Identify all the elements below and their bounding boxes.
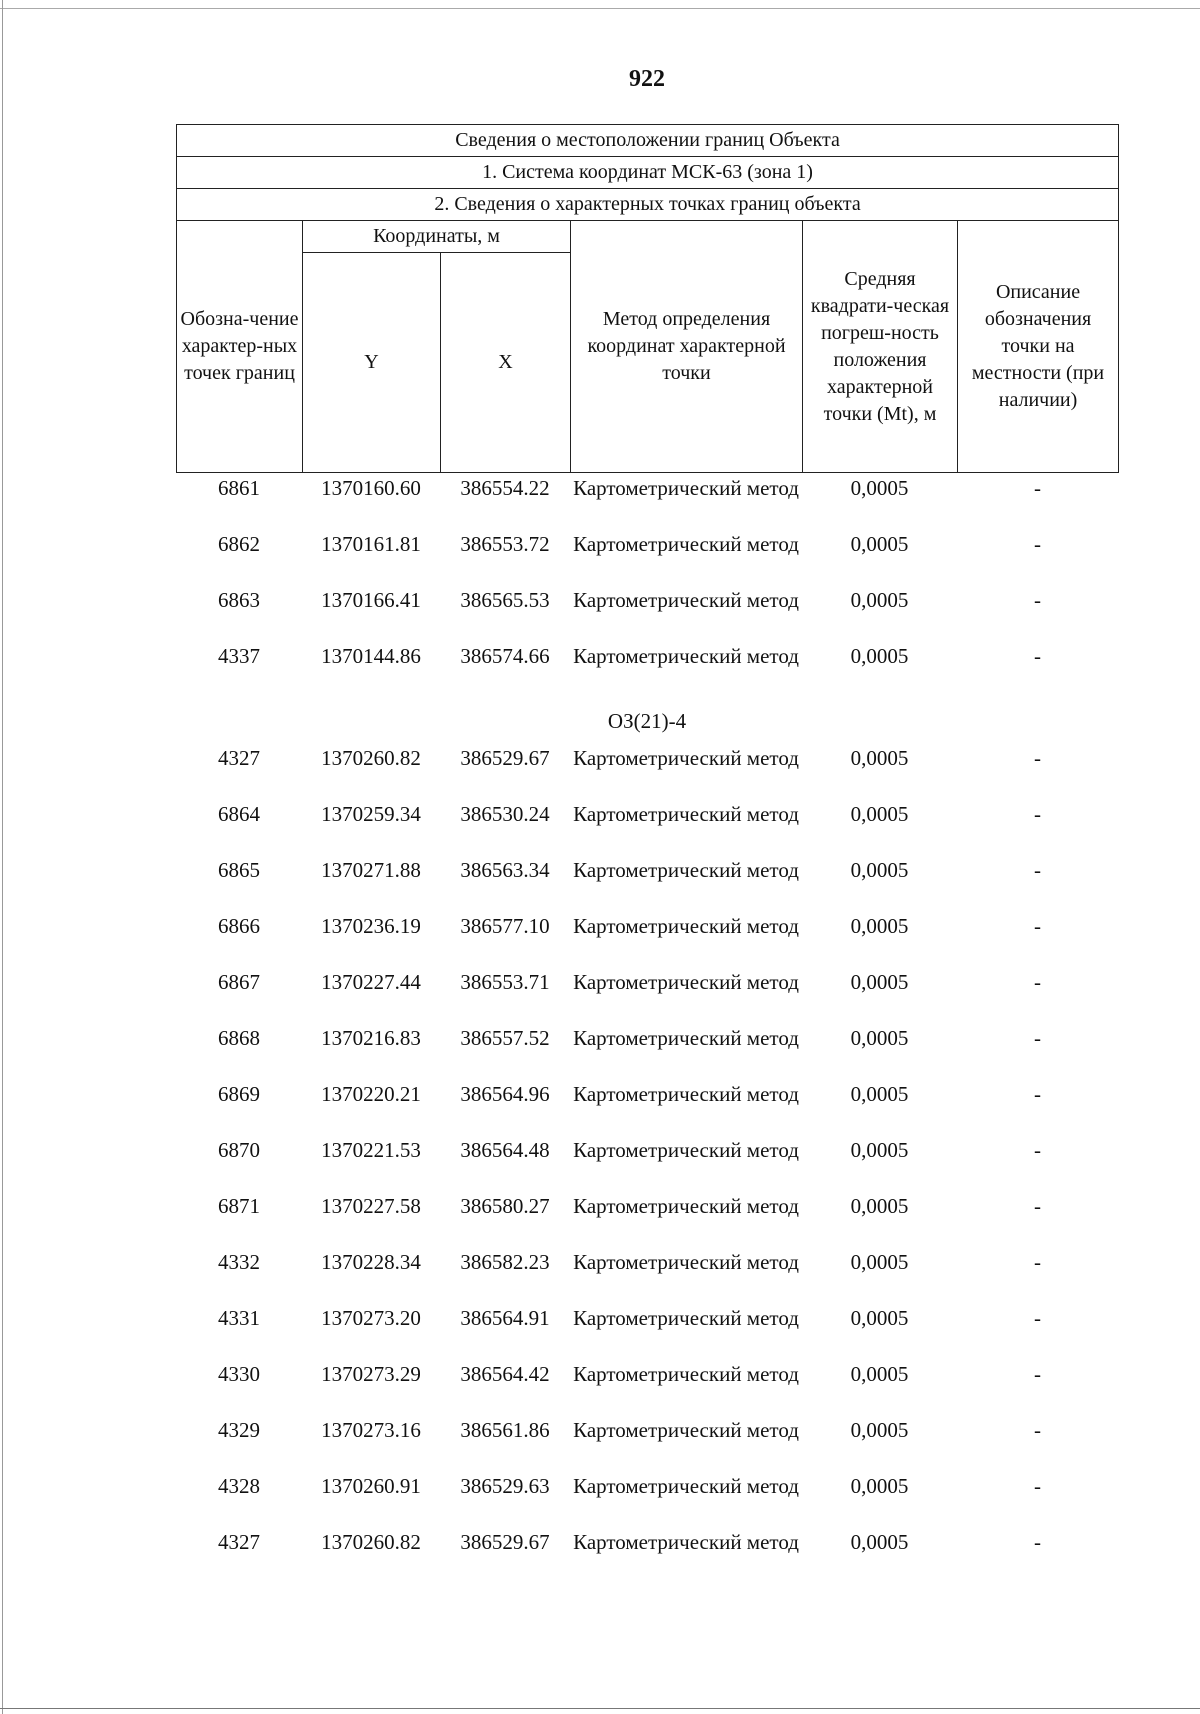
method-cell: Картометрический метод	[573, 644, 799, 668]
table-row	[176, 968, 1118, 1024]
table-row	[176, 530, 1118, 586]
description-cell: -	[1034, 1530, 1041, 1554]
table-row	[176, 1024, 1118, 1080]
method-cell: Картометрический метод	[573, 1194, 799, 1218]
error-cell: 0,0005	[850, 1026, 909, 1050]
coord-y: 1370221.53	[321, 1138, 421, 1162]
coord-x: 386530.24	[460, 802, 550, 826]
coord-y: 1370216.83	[321, 1026, 421, 1050]
error-cell: 0,0005	[850, 532, 909, 556]
description-cell: -	[1034, 1082, 1041, 1106]
coord-y: 1370259.34	[321, 802, 421, 826]
coord-x: 386563.34	[460, 858, 550, 882]
table-row	[176, 474, 1118, 530]
coord-y: 1370227.44	[321, 970, 421, 994]
error-cell: 0,0005	[850, 914, 909, 938]
point-id: 4331	[218, 1306, 260, 1330]
table-row	[176, 1248, 1118, 1304]
method-cell: Картометрический метод	[573, 476, 799, 500]
description-cell: -	[1034, 588, 1041, 612]
table-row	[176, 1472, 1118, 1528]
error-cell: 0,0005	[850, 1082, 909, 1106]
error-cell: 0,0005	[850, 746, 909, 770]
coord-y: 1370260.82	[321, 746, 421, 770]
error-cell: 0,0005	[850, 644, 909, 668]
coord-y: 1370220.21	[321, 1082, 421, 1106]
method-cell: Картометрический метод	[573, 1138, 799, 1162]
scan-top-line	[0, 8, 1200, 9]
error-cell: 0,0005	[850, 1362, 909, 1386]
table-row	[176, 912, 1118, 968]
error-cell: 0,0005	[850, 1250, 909, 1274]
description-cell: -	[1034, 644, 1041, 668]
error-cell: 0,0005	[850, 1194, 909, 1218]
coord-y: 1370228.34	[321, 1250, 421, 1274]
coord-x: 386564.96	[460, 1082, 550, 1106]
coord-y: 1370144.86	[321, 644, 421, 668]
method-cell: Картометрический метод	[573, 1474, 799, 1498]
coord-x: 386529.67	[460, 746, 550, 770]
description-cell: -	[1034, 1250, 1041, 1274]
point-id: 4332	[218, 1250, 260, 1274]
point-id: 4328	[218, 1474, 260, 1498]
section-divider	[176, 698, 1118, 744]
table-row	[176, 1528, 1118, 1584]
page-number: 922	[629, 66, 665, 92]
description-cell: -	[1034, 1418, 1041, 1442]
error-cell: 0,0005	[850, 858, 909, 882]
coord-x: 386577.10	[460, 914, 550, 938]
coord-y: 1370271.88	[321, 858, 421, 882]
coord-y: 1370161.81	[321, 532, 421, 556]
point-id: 4337	[218, 644, 260, 668]
method-cell: Картометрический метод	[573, 970, 799, 994]
method-cell: Картометрический метод	[573, 1306, 799, 1330]
description-cell: -	[1034, 1474, 1041, 1498]
description-cell: -	[1034, 1026, 1041, 1050]
method-cell: Картометрический метод	[573, 532, 799, 556]
coord-y: 1370273.29	[321, 1362, 421, 1386]
scan-left-edge	[2, 0, 3, 1714]
table-row	[176, 1136, 1118, 1192]
error-cell: 0,0005	[850, 970, 909, 994]
description-cell: -	[1034, 858, 1041, 882]
description-cell: -	[1034, 1138, 1041, 1162]
col-header-description: Описание обозначения точки на местности (при наличии)	[958, 221, 1119, 473]
coord-y: 1370166.41	[321, 588, 421, 612]
coord-x: 386557.52	[460, 1026, 550, 1050]
table-row	[176, 1192, 1118, 1248]
point-id: 4327	[218, 1530, 260, 1554]
point-id: 6870	[218, 1138, 260, 1162]
table-row	[176, 642, 1118, 698]
point-id: 6869	[218, 1082, 260, 1106]
table-row	[176, 1304, 1118, 1360]
error-cell: 0,0005	[850, 1138, 909, 1162]
description-cell: -	[1034, 1306, 1041, 1330]
coord-x: 386561.86	[460, 1418, 550, 1442]
coord-x: 386553.71	[460, 970, 550, 994]
coord-x: 386574.66	[460, 644, 550, 668]
points-group-2	[176, 744, 1118, 1584]
table-row	[176, 856, 1118, 912]
coord-x: 386582.23	[460, 1250, 550, 1274]
point-id: 6866	[218, 914, 260, 938]
error-cell: 0,0005	[850, 1530, 909, 1554]
coord-x: 386553.72	[460, 532, 550, 556]
col-header-x: X	[441, 253, 571, 473]
description-cell: -	[1034, 1362, 1041, 1386]
point-id: 6865	[218, 858, 260, 882]
coordinate-system: 1. Система координат МСК-63 (зона 1)	[177, 157, 1119, 189]
section-label: ОЗ(21)-4	[607, 709, 687, 733]
point-id: 6864	[218, 802, 260, 826]
description-cell: -	[1034, 970, 1041, 994]
description-cell: -	[1034, 914, 1041, 938]
description-cell: -	[1034, 532, 1041, 556]
description-cell: -	[1034, 802, 1041, 826]
point-id: 6871	[218, 1194, 260, 1218]
coord-x: 386580.27	[460, 1194, 550, 1218]
error-cell: 0,0005	[850, 476, 909, 500]
col-header-coordinates: Координаты, м	[303, 221, 571, 253]
description-cell: -	[1034, 476, 1041, 500]
error-cell: 0,0005	[850, 588, 909, 612]
coord-x: 386565.53	[460, 588, 550, 612]
coord-y: 1370227.58	[321, 1194, 421, 1218]
col-header-error: Средняя квадрати-ческая погреш-ность положения характерной точки (Mt), м	[803, 221, 958, 473]
coord-x: 386564.91	[460, 1306, 550, 1330]
table-row	[176, 1360, 1118, 1416]
method-cell: Картометрический метод	[573, 1026, 799, 1050]
error-cell: 0,0005	[850, 802, 909, 826]
method-cell: Картометрический метод	[573, 802, 799, 826]
method-cell: Картометрический метод	[573, 1530, 799, 1554]
method-cell: Картометрический метод	[573, 1082, 799, 1106]
method-cell: Картометрический метод	[573, 588, 799, 612]
point-id: 4330	[218, 1362, 260, 1386]
coord-y: 1370260.82	[321, 1530, 421, 1554]
col-header-method: Метод определения координат характерной точки	[571, 221, 803, 473]
point-id: 6862	[218, 532, 260, 556]
coord-y: 1370273.20	[321, 1306, 421, 1330]
table-subtitle: 2. Сведения о характерных точках границ объекта	[177, 189, 1119, 221]
table-row	[176, 1416, 1118, 1472]
error-cell: 0,0005	[850, 1418, 909, 1442]
table-row	[176, 744, 1118, 800]
method-cell: Картометрический метод	[573, 914, 799, 938]
col-header-y: Y	[303, 253, 441, 473]
coord-x: 386529.63	[460, 1474, 550, 1498]
point-id: 6868	[218, 1026, 260, 1050]
point-id: 6863	[218, 588, 260, 612]
coord-y: 1370236.19	[321, 914, 421, 938]
method-cell: Картометрический метод	[573, 1362, 799, 1386]
coord-x: 386564.42	[460, 1362, 550, 1386]
col-header-designation: Обозна-чение характер-ных точек границ	[177, 221, 303, 473]
table-row	[176, 1080, 1118, 1136]
error-cell: 0,0005	[850, 1306, 909, 1330]
coord-y: 1370260.91	[321, 1474, 421, 1498]
method-cell: Картометрический метод	[573, 1418, 799, 1442]
coord-x: 386554.22	[460, 476, 550, 500]
description-cell: -	[1034, 746, 1041, 770]
method-cell: Картометрический метод	[573, 746, 799, 770]
point-id: 6867	[218, 970, 260, 994]
point-id: 4327	[218, 746, 260, 770]
point-id: 6861	[218, 476, 260, 500]
header-table	[176, 124, 1119, 473]
point-id: 4329	[218, 1418, 260, 1442]
error-cell: 0,0005	[850, 1474, 909, 1498]
points-table	[176, 474, 1118, 1584]
coord-y: 1370273.16	[321, 1418, 421, 1442]
method-cell: Картометрический метод	[573, 858, 799, 882]
coord-y: 1370160.60	[321, 476, 421, 500]
table-row	[176, 586, 1118, 642]
coord-x: 386564.48	[460, 1138, 550, 1162]
table-title: Сведения о местоположении границ Объекта	[177, 125, 1119, 157]
table-row	[176, 800, 1118, 856]
scan-bottom-line	[0, 1708, 1200, 1709]
description-cell: -	[1034, 1194, 1041, 1218]
method-cell: Картометрический метод	[573, 1250, 799, 1274]
points-group-1	[176, 474, 1118, 698]
coord-x: 386529.67	[460, 1530, 550, 1554]
